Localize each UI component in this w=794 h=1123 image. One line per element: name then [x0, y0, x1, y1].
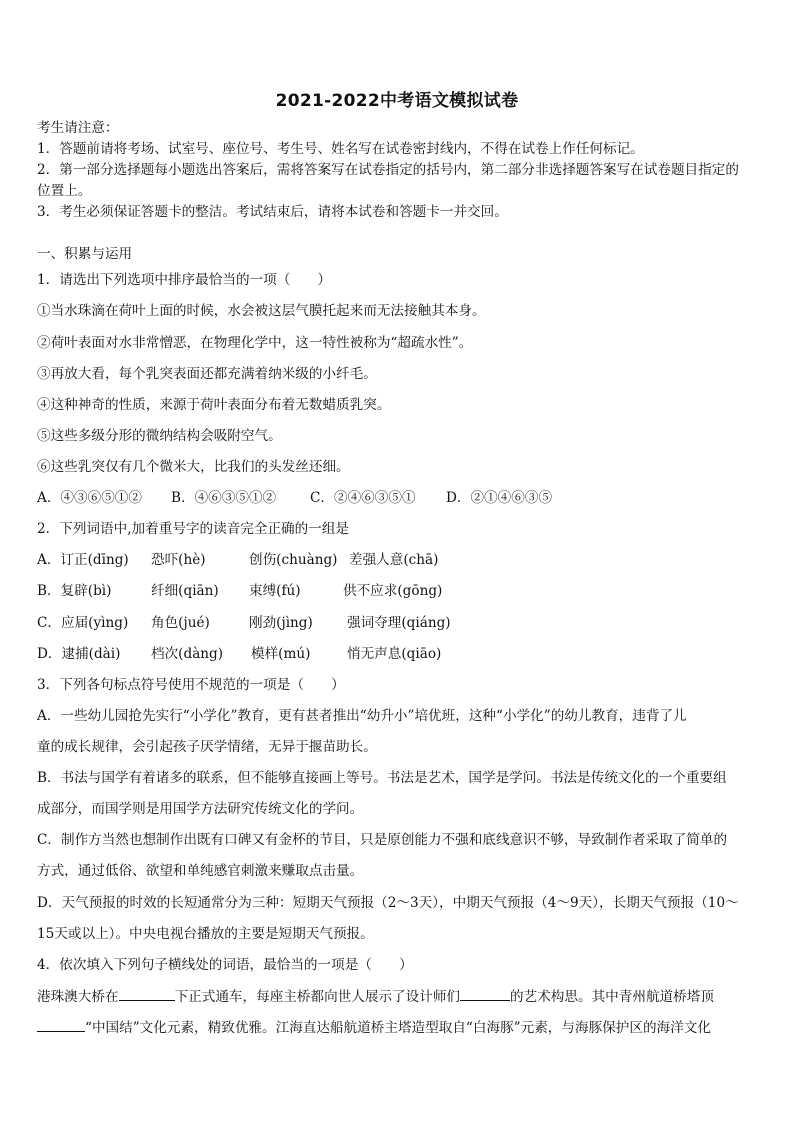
- notice-heading: 考生请注意：: [37, 120, 119, 136]
- q1-option-a[interactable]: A．④③⑥⑤①②: [37, 490, 142, 506]
- q3-stem: 3．下列各句标点符号使用不规范的一项是（ ）: [37, 677, 345, 693]
- q2-c-word-1: C．应届(yìng): [37, 615, 129, 631]
- q3-option-b-cont: 成部分，而国学则是用国学方法研究传统文化的学问。: [37, 801, 364, 817]
- q2-b-word-4: 供不应求(gōng): [343, 583, 443, 599]
- q1-option-b[interactable]: B．④⑥③⑤①②: [171, 490, 277, 506]
- q2-a-word-4: 差强人意(chā): [349, 552, 439, 568]
- section-heading: 一、积累与运用: [37, 246, 133, 262]
- q2-c-word-3: 刚劲(jìng): [249, 615, 313, 631]
- notice-item-2: 2．第一部分选择题每小题选出答案后，需将答案写在试卷指定的括号内，第二部分非选择题答案写在试卷题目指定的: [37, 162, 739, 178]
- q2-stem: 2．下列词语中,加着重号字的读音完全正确的一组是: [37, 521, 350, 537]
- q3-option-b[interactable]: B．书法与国学有着诸多的联系，但不能够直接画上等号。书法是艺术，国学是学问。书法是传统文化的一个重要组: [37, 770, 727, 786]
- q4-blank-3[interactable]: [37, 1017, 85, 1032]
- notice-item-1: 1．答题前请将考场、试室号、座位号、考生号、姓名写在试卷密封线内，不得在试卷上作任何标记。: [37, 141, 644, 157]
- q2-c-word-2: 角色(jué): [151, 615, 210, 631]
- q4-stem: 4．依次填入下列句子横线处的词语，最恰当的一项是（ ）: [37, 957, 413, 973]
- q4-passage-line-1: [37, 986, 759, 1007]
- q4-blank-2[interactable]: [460, 986, 510, 1001]
- q2-d-word-3: 模样(mú): [251, 646, 311, 662]
- q4-blank-1[interactable]: [119, 986, 175, 1001]
- q2-d-word-4: 悄无声息(qiāo): [347, 646, 442, 662]
- q2-c-word-4: 强词夺理(qiáng): [347, 615, 451, 631]
- q3-option-c-cont: 方式，通过低俗、欲望和单纯感官刺激来赚取点击量。: [37, 863, 364, 879]
- q2-b-word-2: 纤细(qiān): [151, 583, 219, 599]
- q2-a-word-1: A．订正(dīng): [37, 552, 129, 568]
- q2-d-word-1: D．逮捕(dài): [37, 646, 121, 662]
- q2-b-word-1: B．复辟(bì): [37, 583, 112, 599]
- q3-option-d[interactable]: D．天气预报的时效的长短通常分为三种：短期天气预报（2～3天），中期天气预报（4～9天），长期天气预报（10～: [37, 895, 739, 911]
- q1-line-6: ⑥这些乳突仅有几个微米大，比我们的头发丝还细。: [37, 459, 350, 475]
- q2-a-word-3: 创伤(chuàng): [249, 552, 338, 568]
- q1-line-2: ②荷叶表面对水非常憎恶，在物理化学中，这一特性被称为“超疏水性”。: [37, 335, 473, 351]
- q2-d-word-2: 档次(dàng): [151, 646, 224, 662]
- q4-text-3: 的艺术构思。其中青州航道桥塔顶: [510, 989, 714, 1005]
- q1-line-5: ⑤这些多级分形的微纳结构会吸附空气。: [37, 428, 282, 444]
- q2-b-word-3: 束缚(fú): [249, 583, 301, 599]
- q1-line-1: ①当水珠滴在荷叶上面的时候，水会被这层气膜托起来而无法接触其本身。: [37, 303, 486, 319]
- q1-line-3: ③再放大看，每个乳突表面还都充满着纳米级的小纤毛。: [37, 366, 377, 382]
- q2-a-word-2: 恐吓(hè): [151, 552, 206, 568]
- exam-title: 2021-2022中考语文模拟试卷: [275, 91, 519, 111]
- q4-text-1: 港珠澳大桥在: [37, 989, 119, 1005]
- q3-option-a-cont: 童的成长规律，会引起孩子厌学情绪，无异于揠苗助长。: [37, 739, 377, 755]
- q1-stem: 1．请选出下列选项中排序最恰当的一项（ ）: [37, 272, 332, 288]
- notice-item-2-cont: 位置上。: [37, 183, 92, 199]
- q3-option-d-cont: 15天或以上）。中央电视台播放的主要是短期天气预报。: [37, 926, 374, 942]
- q1-option-d[interactable]: D．②①④⑥③⑤: [446, 490, 553, 506]
- q4-passage-line-2: [37, 1017, 759, 1038]
- q3-option-c[interactable]: C．制作方当然也想制作出既有口碑又有金杯的节目，只是原创能力不强和底线意识不够，导致制作者采取了简单的: [37, 832, 728, 848]
- q1-line-4: ④这种神奇的性质，来源于荷叶表面分布着无数蜡质乳突。: [37, 397, 391, 413]
- q3-option-a[interactable]: A．一些幼儿园抢先实行“小学化”教育，更有甚者推出“幼升小”培优班，这种“小学化”的幼儿教育，违背了儿: [37, 708, 687, 724]
- q4-text-4: “中国结”文化元素，精致优雅。江海直达船航道桥主塔造型取自“白海豚”元素，与海豚保护区的海洋文化: [85, 1020, 711, 1036]
- q1-option-c[interactable]: C．②④⑥③⑤①: [310, 490, 416, 506]
- q4-text-2: 下正式通车，每座主桥都向世人展示了设计师们: [174, 989, 461, 1005]
- notice-item-3: 3．考生必须保证答题卡的整洁。考试结束后，请将本试卷和答题卡一并交回。: [37, 204, 508, 220]
